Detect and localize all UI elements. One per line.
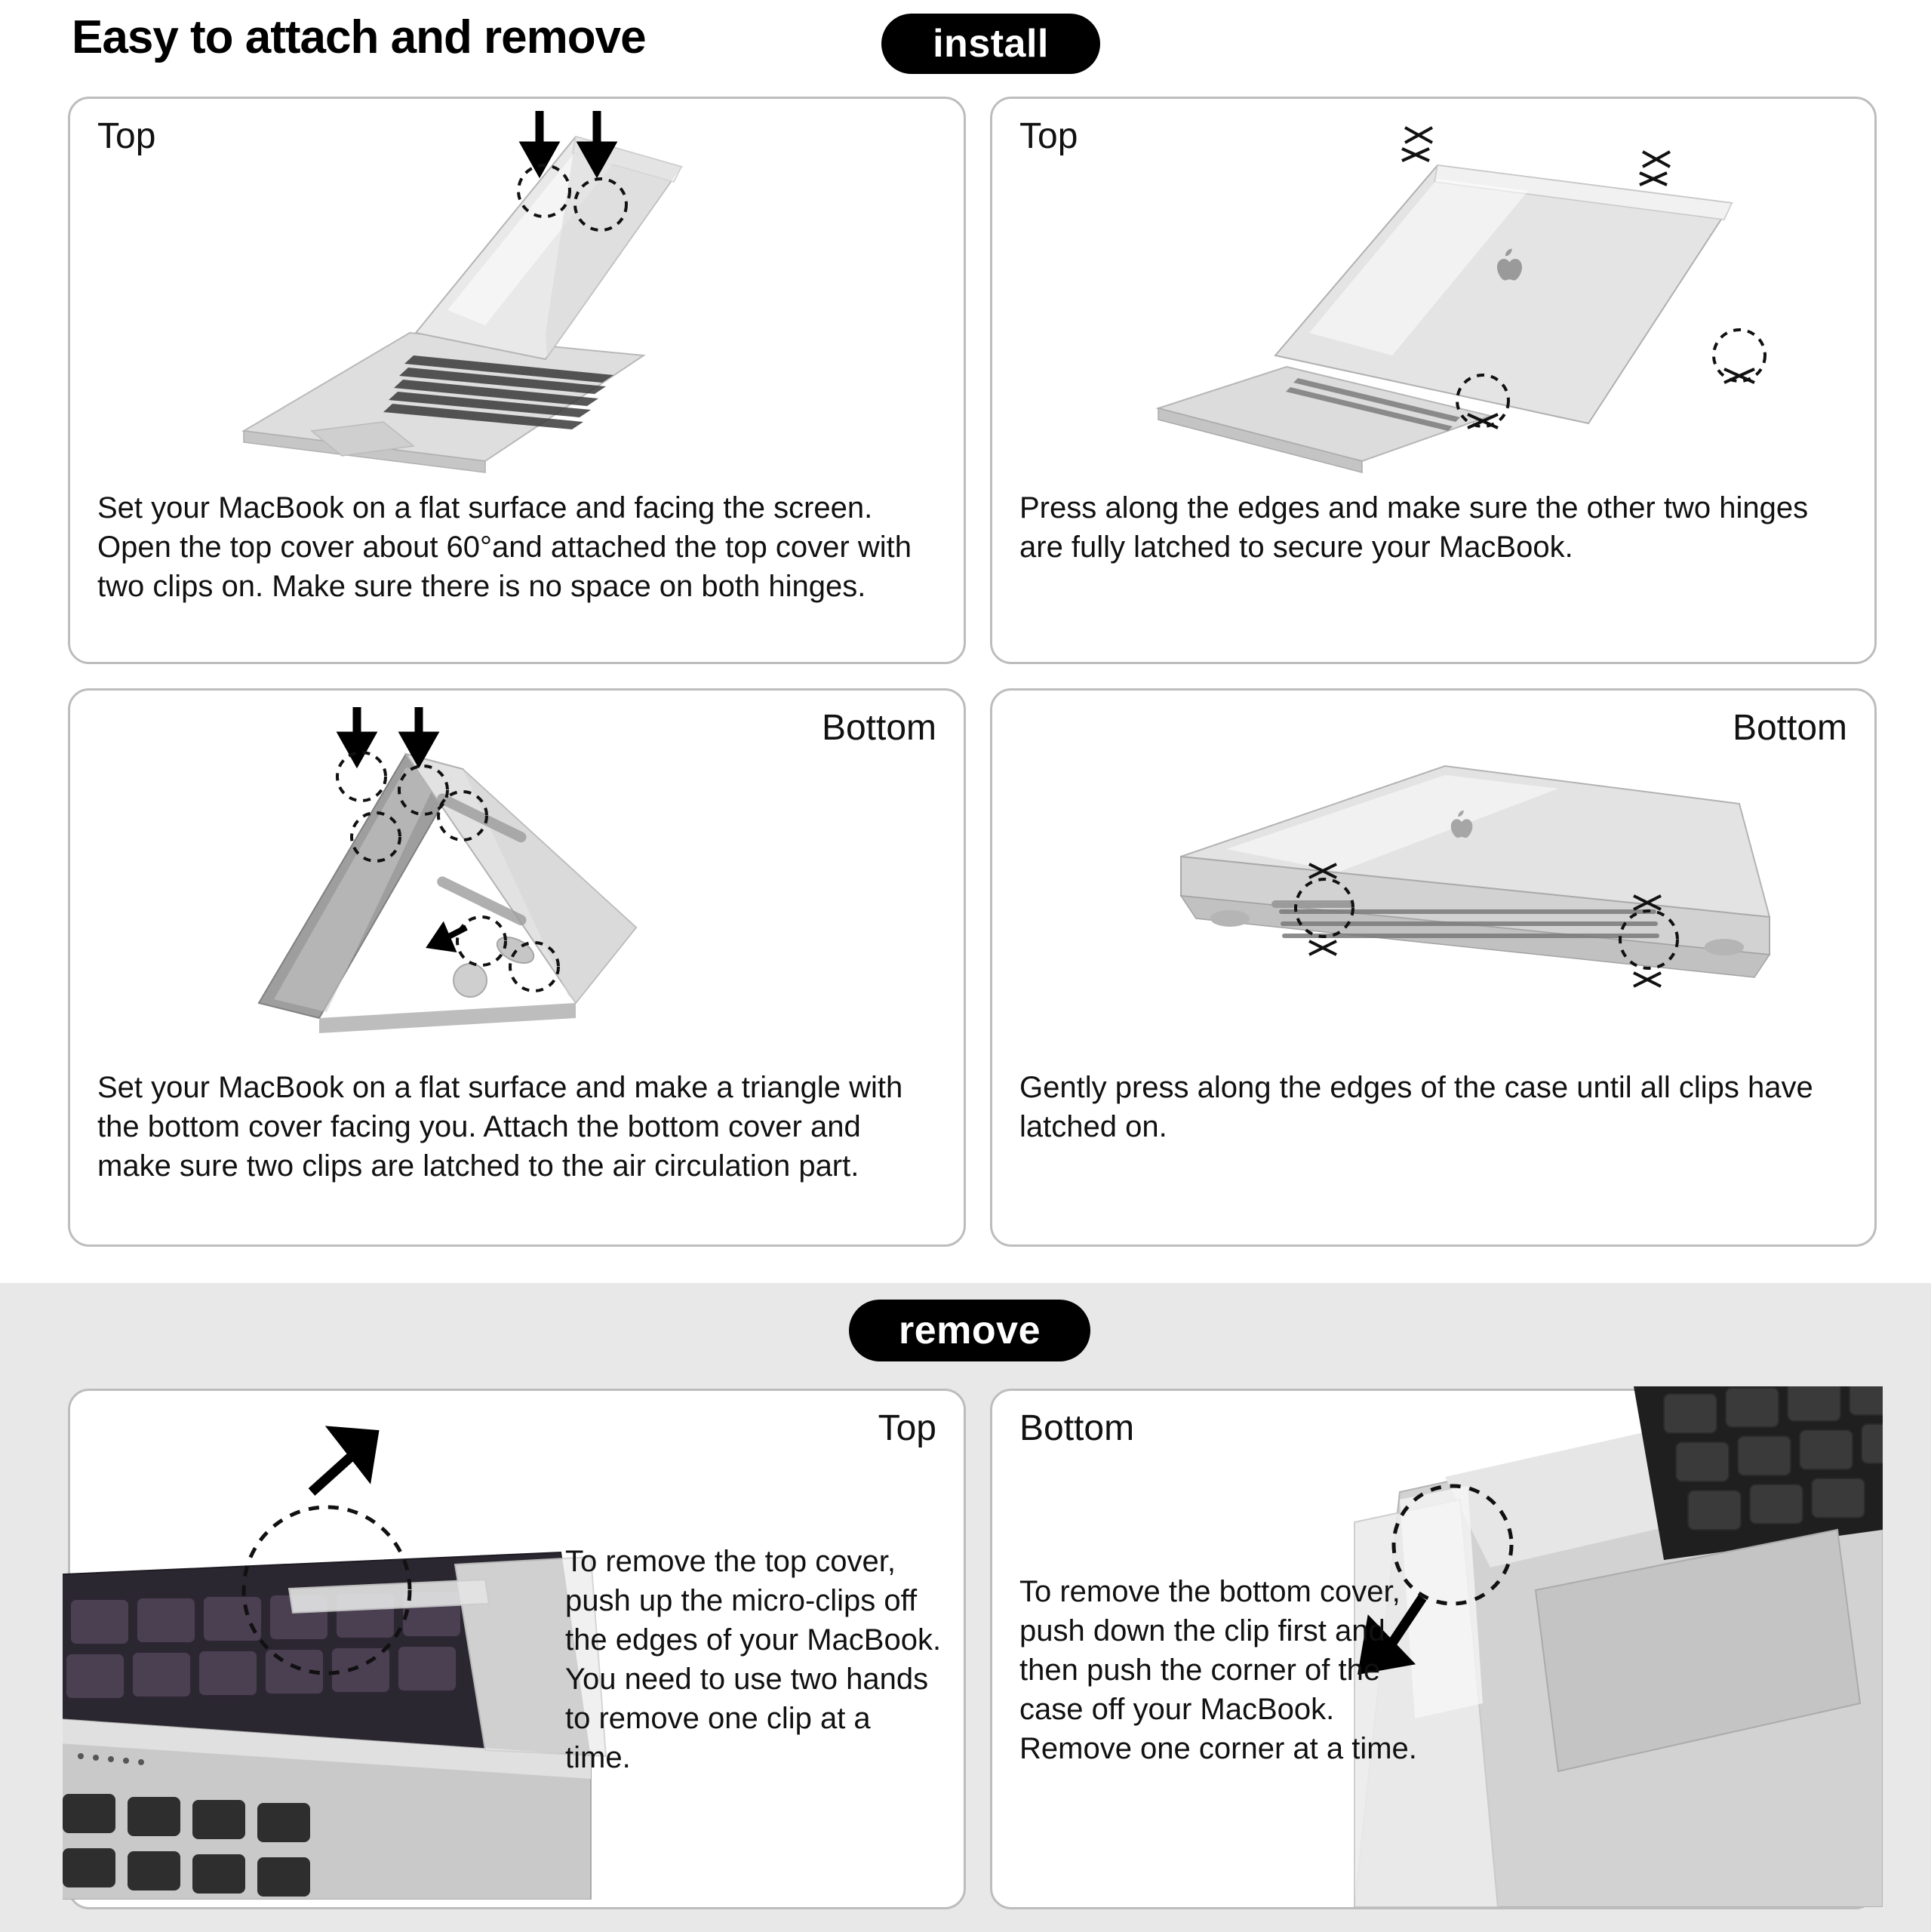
illustration-macbook-closed-bottom [1090,721,1845,1053]
illustration-macbook-open-top-clip [221,106,825,499]
panel-label: Bottom [1019,1408,1135,1448]
panel-caption: Set your MacBook on a flat surface and facing the screen. Open the top cover about 60°and attached the top cover with two clips on. Make sure there is no space on both hinges. [97,491,912,603]
page-title: Easy to attach and remove [72,11,646,63]
panel-caption: Set your MacBook on a flat surface and make a triangle with the bottom cover facing you. Attach the bottom cover and make sure two clips are latched to the air circulation part. [97,1071,903,1183]
panel-label: Bottom [1732,708,1847,748]
panel-install-top-step1 [68,97,966,664]
panel-caption: Gently press along the edges of the case until all clips have latched on. [1019,1071,1813,1143]
illustration-macbook-lid-latched [1136,106,1853,484]
panel-install-bottom-step1 [68,688,966,1247]
panel-label: Top [97,116,156,156]
panel-caption: Press along the edges and make sure the other two hinges are fully latched to secure your MacBook. [1019,491,1809,564]
panel-label: Bottom [821,708,936,748]
panel-label: Top [878,1408,936,1448]
panel-remove-top [68,1389,966,1909]
illustration-macbook-triangle-bottom [214,701,832,1063]
panel-caption: To remove the bottom cover, push down the clip first and then push the corner of the case off your MacBook. Remove one corner at a time. [1019,1575,1417,1765]
illustration-remove-top-clip [63,1401,621,1900]
panel-remove-bottom [990,1389,1877,1909]
badge-install: install [881,14,1100,74]
panel-install-bottom-step2 [990,688,1877,1247]
badge-remove: remove [849,1300,1090,1361]
panel-caption: To remove the top cover, push up the micro-clips off the edges of your MacBook. You need to use two hands to remove one clip at a time. [565,1545,942,1774]
panel-label: Top [1019,116,1078,156]
panel-install-top-step2 [990,97,1877,664]
